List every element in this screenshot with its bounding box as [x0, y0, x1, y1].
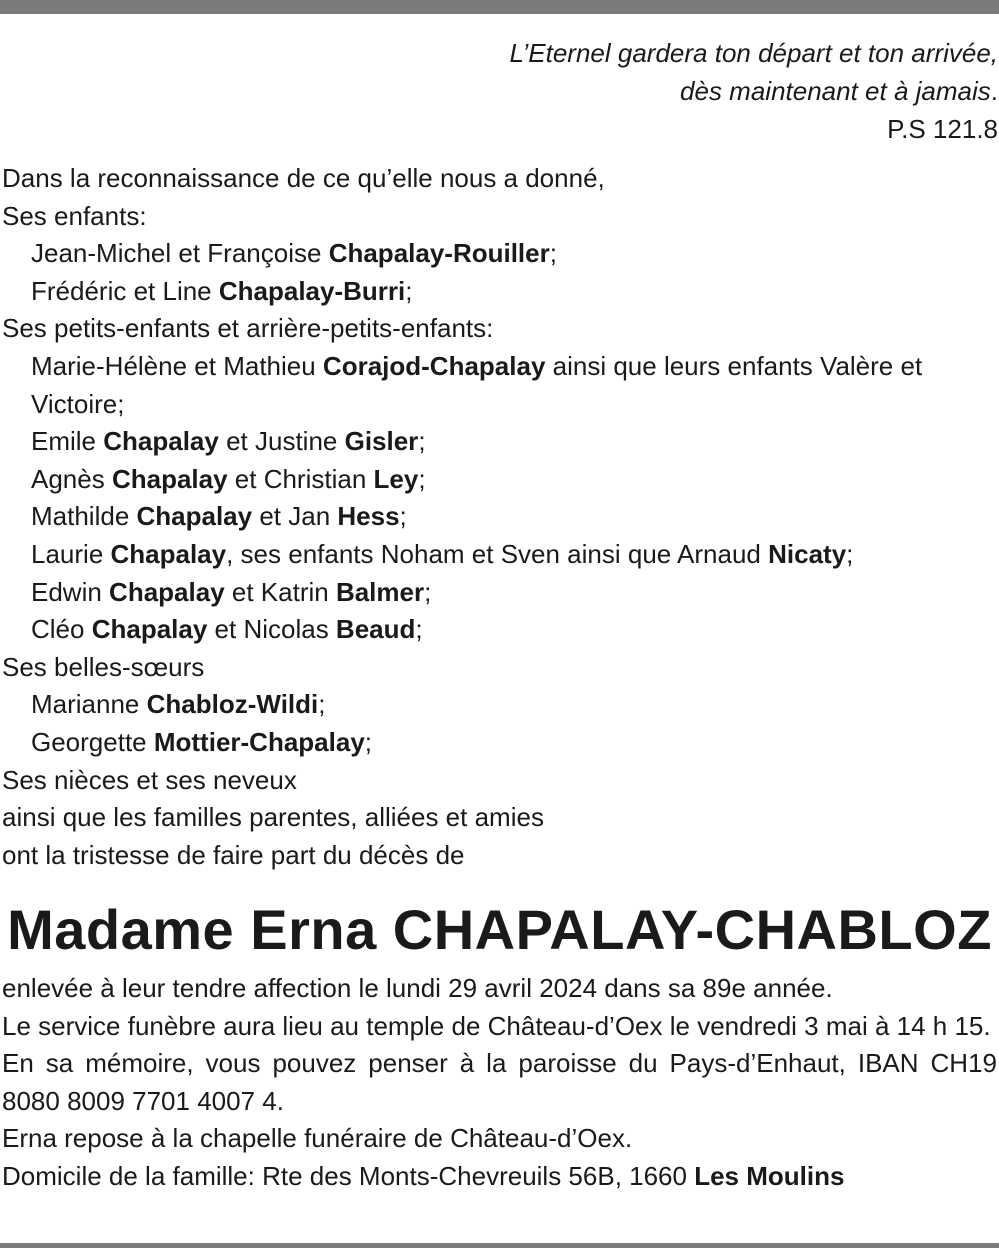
family-name: Chapalay-Rouiller	[328, 238, 550, 269]
grandchild-entry	[2, 461, 997, 499]
family-name: Chapalay	[111, 463, 228, 494]
family-name: Chabloz-Wildi	[146, 689, 319, 720]
partner-name: et Christian	[227, 463, 374, 494]
partner-name: et Nicolas	[207, 614, 336, 645]
family-name: Chapalay	[109, 576, 225, 607]
announcement-line: ont la tristesse de faire part du décès de	[2, 839, 465, 870]
partner-family-name: Beaud	[335, 614, 416, 645]
separator: ;	[364, 726, 373, 757]
given-names: Frédéric et Line	[31, 275, 219, 306]
donation-line: En sa mémoire, vous pouvez penser à la paroisse du Pays-d’Enhaut, IBAN CH19 8080 8009 7701 4007 4.	[2, 1048, 997, 1116]
deceased-name: Madame Erna CHAPALAY-CHABLOZ	[7, 898, 992, 961]
partner-family-name: Ley	[373, 463, 419, 494]
service-details	[2, 970, 997, 1196]
grandchild-entry	[2, 574, 997, 612]
given-name: Emile	[31, 426, 104, 457]
given-names: Marie-Hélène et Mathieu	[31, 350, 323, 381]
separator: ;	[846, 538, 854, 569]
family-name: Chapalay	[136, 501, 253, 532]
partner-name: , ses enfants Noham et Sven ainsi que Arnaud	[226, 538, 769, 569]
verse-line-2-period: .	[990, 76, 998, 106]
partner-name: et Katrin	[224, 576, 336, 607]
partner-name: et Jan	[252, 501, 338, 532]
separator: ;	[549, 238, 557, 269]
given-name: Agnès	[31, 463, 112, 494]
partner-family-name: Nicaty	[768, 538, 847, 569]
death-date-line: enlevée à leur tendre affection le lundi 29 avril 2024 dans sa 89e année.	[2, 973, 833, 1003]
separator: ;	[318, 689, 326, 720]
family-name: Chapalay	[110, 538, 227, 569]
entry-suffix: ainsi que leurs enfants Valère et Victoire;	[31, 350, 923, 419]
given-name: Cléo	[31, 614, 92, 645]
address-locality: Les Moulins	[694, 1160, 845, 1191]
partner-name: et Justine	[218, 426, 345, 457]
families-line: ainsi que les familles parentes, alliées et amies	[2, 802, 544, 833]
child-entry	[2, 235, 997, 273]
bottom-rule	[0, 1243, 999, 1248]
intro-line: Dans la reconnaissance de ce qu’elle nous a donné,	[2, 163, 605, 193]
address-text: Domicile de la famille: Rte des Monts-Chevreuils 56B, 1660	[2, 1160, 695, 1191]
separator: ;	[418, 426, 426, 457]
given-name: Georgette	[31, 726, 154, 757]
family-name: Chapalay-Burri	[218, 275, 406, 306]
grandchild-entry	[2, 611, 997, 649]
service-line: Le service funèbre aura lieu au temple de Château-d’Oex le vendredi 3 mai à 14 h 15.	[2, 1010, 991, 1041]
nieces-nephews-line: Ses nièces et ses neveux	[2, 764, 297, 795]
grandchild-entry	[2, 536, 997, 574]
separator: ;	[405, 275, 413, 306]
verse-line-1: L’Eternel gardera ton départ et ton arrivée,	[509, 38, 998, 68]
grandchild-entry	[2, 348, 997, 423]
rest-place-line: Erna repose à la chapelle funéraire de Château-d’Oex.	[2, 1123, 633, 1154]
family-name: Chapalay	[103, 426, 219, 457]
separator: ;	[415, 614, 423, 645]
family-name: Chapalay	[91, 614, 208, 645]
children-heading: Ses enfants:	[2, 200, 147, 231]
family-name: Corajod-Chapalay	[322, 350, 546, 381]
top-rule	[0, 0, 999, 14]
sisters-in-law-heading: Ses belles-sœurs	[2, 651, 205, 682]
verse-line-2-text: dès maintenant et à jamais	[680, 76, 991, 106]
sister-in-law-entry	[2, 724, 997, 762]
family-list	[2, 160, 997, 874]
family-address-line	[2, 1158, 997, 1196]
separator: ;	[399, 501, 407, 532]
partner-family-name: Gisler	[344, 426, 419, 457]
partner-family-name: Balmer	[335, 576, 425, 607]
separator: ;	[424, 576, 432, 607]
given-name: Mathilde	[31, 501, 137, 532]
given-name: Laurie	[31, 538, 111, 569]
grandchildren-heading: Ses petits-enfants et arrière-petits-enfants:	[2, 313, 494, 344]
sister-in-law-entry	[2, 686, 997, 724]
bible-verse	[509, 34, 998, 148]
family-name: Mottier-Chapalay	[153, 726, 365, 757]
grandchild-entry	[2, 498, 997, 536]
verse-line-2	[509, 72, 998, 110]
separator: ;	[418, 463, 426, 494]
given-name: Edwin	[31, 576, 110, 607]
grandchild-entry	[2, 423, 997, 461]
given-name: Marianne	[31, 689, 147, 720]
partner-family-name: Hess	[337, 501, 400, 532]
given-names: Jean-Michel et Françoise	[31, 238, 329, 269]
verse-reference: P.S 121.8	[887, 114, 998, 144]
child-entry	[2, 273, 997, 311]
